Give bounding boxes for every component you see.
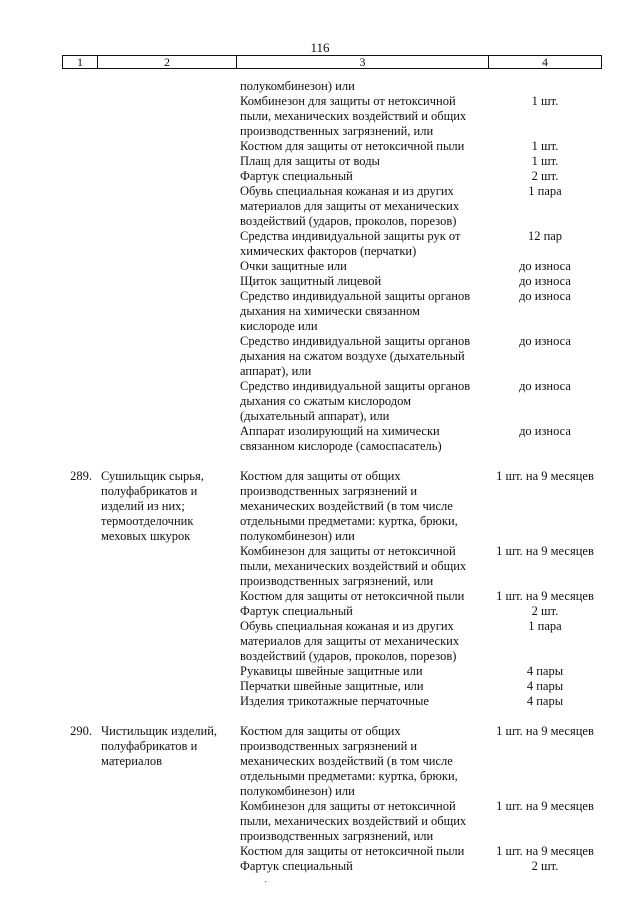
ppe-item-line: дыхания на химически связанном <box>240 304 420 318</box>
row-number <box>62 334 97 379</box>
ppe-item <box>236 184 488 229</box>
ppe-quantity-line: 1 шт. на 9 месяцев <box>496 844 594 858</box>
ppe-quantity-line: 1 пара <box>528 184 562 198</box>
ppe-item-line: производственных загрязнений и <box>240 739 418 753</box>
ppe-item-line: дыхания со сжатым кислородом <box>240 394 412 408</box>
ppe-item-line: механических воздействий (в том числе <box>240 499 453 513</box>
row-number <box>62 94 97 139</box>
row-number: 289. <box>70 469 92 483</box>
table-row <box>62 619 602 664</box>
profession-name <box>97 679 236 694</box>
profession-name <box>97 274 236 289</box>
ppe-quantity <box>488 259 602 274</box>
row-number <box>62 289 97 334</box>
row-number <box>62 619 97 664</box>
table-row <box>62 679 602 694</box>
row-number <box>62 229 97 259</box>
header-col-3: 3 <box>237 56 489 68</box>
table-row <box>62 154 602 169</box>
table-row <box>62 94 602 139</box>
table-row <box>62 844 602 859</box>
ppe-item-line: Обувь специальная кожаная и из других <box>240 619 454 633</box>
ppe-item-line: Костюм для защиты от общих <box>240 724 401 738</box>
row-number <box>62 79 97 94</box>
ppe-item <box>236 259 488 274</box>
ppe-item-line: химических факторов (перчатки) <box>240 244 417 258</box>
row-number <box>62 664 97 679</box>
table-row <box>62 259 602 274</box>
ppe-quantity <box>488 724 602 799</box>
profession-name <box>97 544 236 589</box>
row-number <box>62 694 97 709</box>
profession-name <box>97 859 236 874</box>
ppe-item-line: производственных загрязнений, или <box>240 574 434 588</box>
ppe-item-line: материалов для защиты от механических <box>240 634 460 648</box>
ppe-quantity <box>488 274 602 289</box>
ppe-item <box>236 544 488 589</box>
row-number <box>62 544 97 589</box>
page-number: 116 <box>310 40 330 55</box>
ppe-quantity <box>488 589 602 604</box>
ppe-item-line: аппарат), или <box>240 364 312 378</box>
ppe-quantity-line: 2 шт. <box>531 859 559 873</box>
profession-name <box>97 229 236 259</box>
ppe-quantity-line: до износа <box>519 424 571 438</box>
ppe-item-line: Плащ для защиты от воды <box>240 154 380 168</box>
ppe-quantity <box>488 94 602 139</box>
row-number <box>62 844 97 859</box>
ppe-item-line: Перчатки швейные защитные, или <box>240 679 424 693</box>
ppe-item-line: воздействий (ударов, проколов, порезов) <box>240 649 457 663</box>
ppe-quantity <box>488 139 602 154</box>
ppe-quantity-line: 2 шт. <box>531 604 559 618</box>
ppe-quantity-line: 1 шт. на 9 месяцев <box>496 799 594 813</box>
ppe-item-line: Костюм для защиты от нетоксичной пыли <box>240 589 465 603</box>
profession-name-line: полуфабрикатов и <box>101 484 198 498</box>
ppe-item-line: полукомбинезон) или <box>240 529 355 543</box>
table-row <box>62 184 602 229</box>
table-row <box>62 139 602 154</box>
ppe-item-line: пыли, механических воздействий и общих <box>240 109 467 123</box>
table-row <box>62 859 602 874</box>
profession-name-line: материалов <box>101 754 163 768</box>
ppe-item-line: Рукавицы швейные защитные или <box>240 664 423 678</box>
profession-name <box>97 469 236 544</box>
table-row <box>62 589 602 604</box>
table-row <box>62 274 602 289</box>
ppe-quantity-line: до износа <box>519 289 571 303</box>
ppe-item <box>236 379 488 424</box>
ppe-item <box>236 229 488 259</box>
ppe-quantity <box>488 664 602 679</box>
row-number <box>62 274 97 289</box>
ppe-quantity <box>488 334 602 379</box>
table-header <box>62 55 602 69</box>
profession-name <box>97 424 236 454</box>
ppe-item-line: полукомбинезон) или <box>240 784 355 798</box>
ppe-quantity-line: 4 пары <box>526 679 564 693</box>
ppe-item <box>236 859 488 874</box>
ppe-item-line: Изделия трикотажные перчаточные <box>240 694 429 708</box>
profession-name <box>97 799 236 844</box>
profession-name <box>97 844 236 859</box>
table-row <box>62 424 602 454</box>
profession-name <box>97 79 236 94</box>
profession-name <box>97 589 236 604</box>
profession-name <box>97 379 236 424</box>
profession-name <box>97 334 236 379</box>
ppe-item <box>236 469 488 544</box>
ppe-item <box>236 139 488 154</box>
profession-name <box>97 289 236 334</box>
ppe-item-line: производственных загрязнений, или <box>240 124 434 138</box>
ppe-quantity <box>488 169 602 184</box>
header-col-2: 2 <box>98 56 237 68</box>
profession-name <box>97 664 236 679</box>
profession-name <box>97 259 236 274</box>
ppe-item-line: материалов для защиты от механических <box>240 199 460 213</box>
table-row <box>62 79 602 94</box>
ppe-quantity-line: 4 пары <box>526 694 564 708</box>
row-number <box>62 154 97 169</box>
row-number <box>62 424 97 454</box>
ppe-item <box>236 289 488 334</box>
table-row <box>62 604 602 619</box>
profession-name <box>97 724 236 799</box>
ppe-item-line: Костюм для защиты от нетоксичной пыли <box>240 844 465 858</box>
ppe-quantity <box>488 469 602 544</box>
ppe-item-line: Средство индивидуальной защиты органов <box>240 334 471 348</box>
ppe-item <box>236 619 488 664</box>
ppe-quantity <box>488 604 602 619</box>
ppe-item-line: Комбинезон для защиты от нетоксичной <box>240 94 456 108</box>
ppe-item <box>236 334 488 379</box>
ppe-item-line: пыли, механических воздействий и общих <box>240 814 467 828</box>
ppe-item <box>236 679 488 694</box>
row-number <box>62 184 97 229</box>
ppe-quantity-line: 1 шт. <box>531 94 559 108</box>
ppe-item <box>236 844 488 859</box>
profession-name-line: полуфабрикатов и <box>101 739 198 753</box>
ppe-quantity-line: 12 пар <box>527 229 563 243</box>
profession-name-line: изделий из них; <box>101 499 185 513</box>
row-number <box>62 799 97 844</box>
ppe-item-line: Обувь специальная кожаная и из других <box>240 184 454 198</box>
ppe-item <box>236 169 488 184</box>
ppe-item-line: Средство индивидуальной защиты органов <box>240 379 471 393</box>
profession-name <box>97 154 236 169</box>
ppe-quantity-line: 1 пара <box>528 619 562 633</box>
scan-mark: ˎ <box>264 872 268 883</box>
ppe-item-line: воздействий (ударов, проколов, порезов) <box>240 214 457 228</box>
ppe-item <box>236 424 488 454</box>
ppe-item <box>236 724 488 799</box>
ppe-quantity <box>488 154 602 169</box>
ppe-quantity-line: до износа <box>519 259 571 273</box>
profession-name <box>97 139 236 154</box>
ppe-item-line: отдельными предметами: куртка, брюки, <box>240 769 458 783</box>
profession-name <box>97 169 236 184</box>
ppe-item-line: Аппарат изолирующий на химически <box>240 424 440 438</box>
ppe-quantity <box>488 694 602 709</box>
row-number <box>62 379 97 424</box>
profession-name-line: Чистильщик изделий, <box>101 724 218 738</box>
ppe-quantity <box>488 799 602 844</box>
ppe-item <box>236 604 488 619</box>
table-row <box>62 664 602 679</box>
row-number <box>62 139 97 154</box>
profession-name-line: меховых шкурок <box>101 529 191 543</box>
ppe-quantity-line: до износа <box>519 379 571 393</box>
ppe-item-line: Средство индивидуальной защиты органов <box>240 289 471 303</box>
ppe-item-line: Фартук специальный <box>240 604 353 618</box>
row-number <box>62 259 97 274</box>
row-number <box>62 859 97 874</box>
table-row <box>62 289 602 334</box>
ppe-quantity <box>488 544 602 589</box>
ppe-quantity-line: 1 шт. на 9 месяцев <box>496 469 594 483</box>
header-col-1: 1 <box>63 56 98 68</box>
ppe-quantity-line: 1 шт. <box>531 154 559 168</box>
ppe-item-line: Фартук специальный <box>240 859 353 873</box>
ppe-quantity <box>488 859 602 874</box>
ppe-item-line: Очки защитные или <box>240 259 347 273</box>
row-number <box>62 604 97 619</box>
ppe-quantity-line: 4 пары <box>526 664 564 678</box>
profession-name <box>97 94 236 139</box>
ppe-quantity-line: 1 шт. на 9 месяцев <box>496 589 594 603</box>
ppe-quantity-line: до износа <box>519 274 571 288</box>
ppe-quantity <box>488 289 602 334</box>
table-row <box>62 229 602 259</box>
ppe-quantity <box>488 844 602 859</box>
ppe-item-line: Костюм для защиты от общих <box>240 469 401 483</box>
table-row <box>62 544 602 589</box>
ppe-quantity <box>488 229 602 259</box>
ppe-item-line: механических воздействий (в том числе <box>240 754 453 768</box>
ppe-item <box>236 589 488 604</box>
ppe-item-line: отдельными предметами: куртка, брюки, <box>240 514 458 528</box>
row-number <box>62 679 97 694</box>
table-row <box>62 694 602 709</box>
ppe-quantity <box>488 619 602 664</box>
row-number <box>62 589 97 604</box>
profession-name-line: Сушильщик сырья, <box>101 469 204 483</box>
profession-name <box>97 184 236 229</box>
ppe-item <box>236 694 488 709</box>
ppe-item-line: (дыхательный аппарат), или <box>240 409 390 423</box>
ppe-item-line: Фартук специальный <box>240 169 353 183</box>
ppe-item <box>236 664 488 679</box>
table-row <box>62 724 602 799</box>
ppe-item <box>236 154 488 169</box>
table-row <box>62 799 602 844</box>
ppe-table <box>62 79 602 874</box>
ppe-item-line: Костюм для защиты от нетоксичной пыли <box>240 139 465 153</box>
header-col-4: 4 <box>542 55 548 69</box>
ppe-item-line: полукомбинезон) или <box>240 79 355 93</box>
ppe-quantity-line: до износа <box>519 334 571 348</box>
profession-name <box>97 604 236 619</box>
ppe-quantity <box>488 379 602 424</box>
ppe-item-line: Щиток защитный лицевой <box>240 274 382 288</box>
table-row <box>62 169 602 184</box>
ppe-item-line: Средства индивидуальной защиты рук от <box>240 229 461 243</box>
table-row <box>62 469 602 544</box>
ppe-quantity <box>488 424 602 454</box>
table-row <box>62 334 602 379</box>
row-number <box>62 169 97 184</box>
ppe-item <box>236 274 488 289</box>
ppe-item-line: кислороде или <box>240 319 318 333</box>
profession-name-line: термоотделочник <box>101 514 194 528</box>
ppe-quantity <box>488 679 602 694</box>
ppe-item-line: производственных загрязнений и <box>240 484 418 498</box>
ppe-quantity-line: 2 шт. <box>531 169 559 183</box>
ppe-item-line: производственных загрязнений, или <box>240 829 434 843</box>
ppe-quantity <box>488 79 602 94</box>
ppe-quantity-line: 1 шт. на 9 месяцев <box>496 544 594 558</box>
ppe-item <box>236 79 488 94</box>
ppe-quantity <box>488 184 602 229</box>
ppe-item-line: пыли, механических воздействий и общих <box>240 559 467 573</box>
ppe-item-line: связанном кислороде (самоспасатель) <box>240 439 442 453</box>
ppe-quantity-line: 1 шт. на 9 месяцев <box>496 724 594 738</box>
ppe-item-line: дыхания на сжатом воздухе (дыхательный <box>240 349 465 363</box>
ppe-item <box>236 94 488 139</box>
table-row <box>62 379 602 424</box>
ppe-quantity-line: 1 шт. <box>531 139 559 153</box>
row-number: 290. <box>70 724 92 738</box>
ppe-item-line: Комбинезон для защиты от нетоксичной <box>240 544 456 558</box>
ppe-item-line: Комбинезон для защиты от нетоксичной <box>240 799 456 813</box>
profession-name <box>97 619 236 664</box>
profession-name <box>97 694 236 709</box>
ppe-item <box>236 799 488 844</box>
